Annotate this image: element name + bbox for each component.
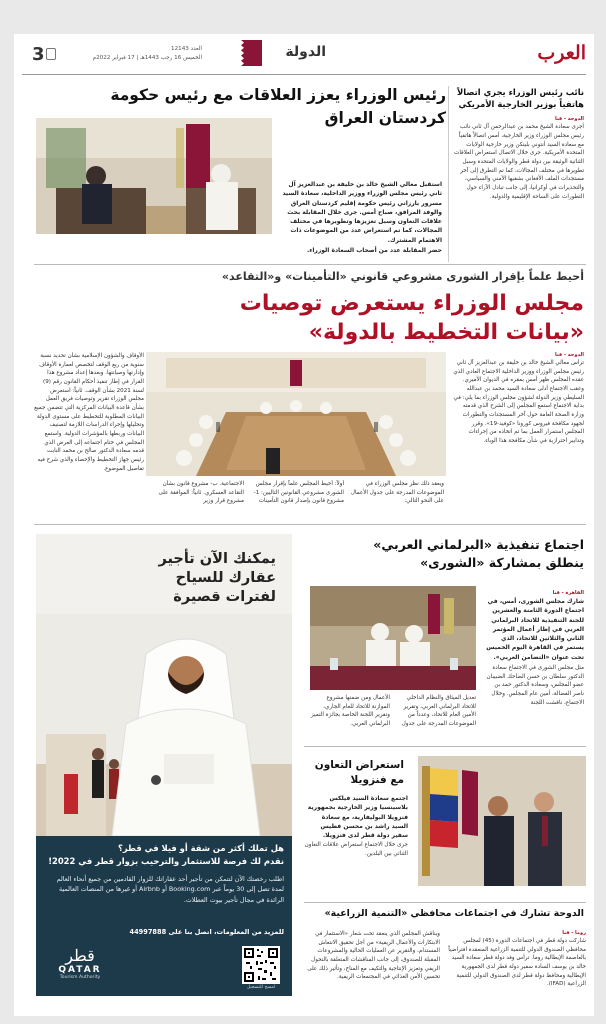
story5-headline: الدوحة تشارك في اجتماعات محافظي «التنمية الزراعية» [324, 908, 584, 919]
story3-headline-line1: اجتماع تنفيذية «البرلماني العربي» [373, 537, 584, 552]
story4-headline [304, 758, 404, 788]
story3-headline [304, 536, 584, 571]
side-dateline: الدوحة - قنا [555, 116, 584, 123]
side-headline-line2: هاتفياً بوزير الخارجية الأمريكي [458, 99, 584, 110]
qatar-flag-icon [232, 40, 262, 66]
story2-headline-line2: «بيانات التخطيط بالدولة» [308, 319, 584, 345]
story4-photo [418, 756, 586, 886]
ad-headline-line3: لفترات قصيرة [173, 588, 276, 605]
ad-question-line2: نقدم لك فرصة للاستثمار والترحيب بزوار قطر في 2022! [48, 855, 284, 866]
ad-question-line1: هل تملك أكثر من شقة أو فيلا في قطر؟ [117, 843, 284, 853]
side-story [454, 86, 584, 201]
ad-body: اطلب رخصتك الآن لتتمكن من تأجير أحد عقاراتك للزوار القادمين من جميع أنحاء العالم لمدة تصل إلى 30 يوماً عبر Booking.com أو Airbnb أو غيرها من المنصات العالمية الرائدة في مجال تأجير بيوت العطلات. [56, 875, 284, 904]
story5-col-left: ويناقش المجلس الذي ينعقد تحت شعار «الاستثمار في الابتكارات والأعمال الريفية» من أجل تحقيق الانتعاش المستدام، والتقرير عن العمليات الحالية والمشروعات المقبلة للصندوق، إلى جانب المناقشات المتعلقة بالتحول الريفي وتعزيز الإنتاجية والتكيف مع المناخ، وتأثير ذلك على تحسين الأمن الغذائي في المجتمعات الريفية. [307, 931, 440, 981]
story3-col-mid: تعديل الميثاق والنظام الداخلي للاتحاد البرلماني العربي، وتقرير الأمين العام للاتحاد، وعدداً من الموضوعات المدرجة على جدول [401, 695, 476, 727]
issue-date: الخميس 16 رجب 1443هـ | 17 فبراير 2022م [92, 55, 202, 61]
story2-headline [54, 290, 584, 347]
story3-col-right [482, 590, 584, 707]
ad-question [46, 842, 284, 867]
section-title: الدولة [285, 44, 326, 60]
story5-dateline: روما - قنا [562, 930, 586, 936]
story2-row-c: الاجتماعية. ب- مشروع قانون بشأن التقاعد العسكري. ثانياً: الموافقة على مشروع قرار وزير [158, 481, 244, 505]
page-number: 3 [32, 44, 45, 65]
story2-headline-line1: مجلس الوزراء يستعرض توصيات [239, 291, 584, 316]
story3-lead: شارك مجلس الشورى، أمس، في اجتماع الدورة الثامنة والعشرين للجنة التنفيذية للاتحاد البرلماني العربي في إطار أعمال المؤتمر الثاني والثلاثين للاتحاد، الذي يستمر في القاهرة اليوم الخميس تحت عنوان «التضامن العربي». [486, 598, 584, 661]
newspaper-page [14, 34, 594, 1016]
ad-headline-line2: عقارك للسياح [175, 569, 276, 586]
ad-contact: للمزيد من المعلومات، اتصل بنا على 44997888 [129, 928, 284, 936]
story3-dateline: القاهرة - قنا [552, 590, 584, 596]
ad-info-panel [36, 836, 292, 996]
story4-headline-line1: استعراض التعاون [314, 759, 404, 771]
ad-brand-ar: قطر [65, 946, 95, 965]
story3-body: مثل مجلس الشورى في الاجتماع سعادة الدكتور سلطان بن حسن الضاحك الضبيبان عضو المجلس، وسعادة الدكتور حمد بن ناصر الفضالة، أمين عام المجلس. وخلال الاجتماع، ناقشت اللجنة [486, 665, 584, 706]
story2-dateline: الدوحة - قنا [555, 352, 584, 358]
section-marker [46, 48, 56, 60]
story3-headline-line2: ينطلق بمشاركة «الشورى» [420, 554, 584, 570]
ad-brand-sub: Tourism Authority [59, 975, 101, 980]
story4-lead: اجتمع سعادة السيد فيلكس بلاسينسيا وزير الخارجية بجمهورية فنزويلا البوليفارية، مع سعادة السيد راشد بن محسن فطيس سفير دولة قطر لدى فنزويلا. [307, 795, 408, 840]
story5-col-right [446, 930, 586, 989]
ad-brand-en: QATAR [58, 965, 102, 975]
story2-row-a: ويعقد ذلك نظر مجلس الوزراء في الموضوعات المدرجة على جدول الأعمال على النحو التالي: [350, 481, 444, 505]
side-headline-line1: نائب رئيس الوزراء يجري اتصالاً [457, 87, 584, 97]
story2-col-left: الأوقاف والشؤون الإسلامية بشأن تحديد نسبة سنوية من ريع الوقف لتخصص لعمارة الأوقاف وإدارتها وصيانتها. وبعدها إعداد مشروع هذا القرار في إطار تنفيذ أحكام القانون رقم (9) لسنة 2021 بشأن الوقف. ثانياً: استعرض مجلس الوزراء تقرير وتوصيات فريق العمل بشأن قاعدة البيانات المركزية التي تتضمن جميع البيانات المطلوبة للتخطيط على مستوى الدولة وتحليلها وإجراء الدراسات اللازمة لتصنيف البيانات وربطها بالمؤشرات الدولية. واستمع المجلس في ختام اجتماعه إلى العرض الذي قدمه سعادة الدكتور صالح بن محمد النابت رئيس جهاز التخطيط والإحصاء والذي شرح فيه تفاصيل الموضوع. [34, 353, 144, 472]
story1-body-end: حضر المقابلة عدد من أصحاب السعادة الوزراء. [306, 247, 442, 255]
tourism-ad [36, 534, 292, 996]
story1-headline-line2: كردستان العراق [324, 109, 446, 128]
ad-qr-caption: امسح للتسجيل [246, 985, 276, 990]
story1-photo [36, 118, 272, 234]
ad-qr-code[interactable] [242, 946, 280, 984]
story2-col-right [452, 352, 584, 509]
story3-col-left: الأعمال ومن ضمنها مشروع الموازنة للاتحاد للعام الجاري، وتقرير اللجنة الخاصة بجائزة التميز البرلماني العربي. [310, 695, 390, 727]
ad-photo [36, 614, 292, 836]
newspaper-logo: العرب [537, 42, 586, 64]
qatar-tourism-logo [50, 946, 110, 980]
side-body: أجرى سعادة الشيخ محمد بن عبدالرحمن آل ثاني نائب رئيس مجلس الوزراء وزير الخارجية، أمس اتصالاً هاتفياً مع سعادة السيد أنتوني بلينكن وزير خارجية الولايات المتحدة الأمريكية. جرى خلال الاتصال استعراض العلاقات الثنائية الوثيقة بين دولة قطر والولايات المتحدة وسبل تطويرها في مختلف المجالات، كما تم التطرق إلى آخر مستجدات الملف الأفغاني بشقيها الأمني والسياسي، والتحذيرات في أوكرانيا، إلى جانب تبادل الآراء حول التطورات على الساحة الإقليمية والدولية. [454, 124, 584, 200]
ad-headline-line1: يمكنك الآن تأجير [158, 551, 276, 567]
story1-text [278, 180, 442, 255]
story5-body-right: شاركت دولة قطر في اجتماعات الدورة (45) لمجلس محافظي الصندوق الدولي للتنمية الزراعية المنعقدة افتراضياً بالعاصمة الإيطالية روما. ترأس وفد دولة قطر سعادة السيد خالد بن يوسف السادة سفير دولة قطر لدى الجمهورية الإيطالية ومحافظ دولة قطر لدى الصندوق الدولي للتنمية الزراعية (IFAD). [448, 938, 586, 988]
story4-text [304, 794, 408, 859]
story1-headline-line1: رئيس الوزراء يعزز العلاقات مع رئيس حكومة [110, 86, 446, 104]
issue-number: العدد 12143 [171, 46, 202, 52]
story1-body: استقبل معالي الشيخ خالد بن خليفة بن عبدالعزيز آل ثاني رئيس مجلس الوزراء ووزير الداخلية، سعادة السيد مسرور بارزاني رئيس حكومة إقليم كردستان العراق والوفد المرافق، صباح أمس. جرى خلال المقابلة بحث علاقات التعاون وسبل تعزيزها وتطويرها في مختلف المجالات، كما تم استعراض عدد من الموضوعات ذات الاهتمام المشترك. [282, 181, 442, 244]
story2-right-body: ترأس معالي الشيخ خالد بن خليفة بن عبدالعزيز آل ثاني رئيس مجلس الوزراء ووزير الداخلية الاجتماع العادي الذي عقده المجلس ظهر أمس بمقره في الديوان الأميري. وعقب الاجتماع أدلى سعادة السيد محمد بن عبدالله السليطي وزير الدولة لشؤون مجلس الوزراء بما يلي: في بداية الاجتماع استمع المجلس إلى الشرح الذي قدمته وزارة الصحة العامة حول آخر المستجدات والتطورات لجهود مكافحة فيروس كورونا «كوفيد-19». وقرر المجلس استمرار العمل بما تم اتخاذه من إجراءات وتدابير احترازية في شأن مكافحة هذا الوباء. [453, 360, 584, 444]
story4-body: جرى خلال الاجتماع استعراض علاقات التعاون الثنائي بين البلدين. [304, 842, 408, 858]
story2-kicker: أحيط علماً بإقرار الشورى مشروعي قانوني «التأمينات» و«التقاعد» [221, 270, 584, 283]
story4-headline-line2: مع فنزويلا [350, 774, 404, 787]
story3-photo [310, 586, 476, 690]
masthead [14, 34, 594, 80]
story2-row-b: أولاً: أحيط المجلس علماً بإقرار مجلس الشورى مشروعي القانونين التاليين: 1- مشروع قانون بإصدار قانون التأمينات [253, 481, 344, 505]
ad-headline [96, 550, 276, 607]
side-story-headline [454, 86, 584, 110]
story2-photo [146, 352, 446, 476]
